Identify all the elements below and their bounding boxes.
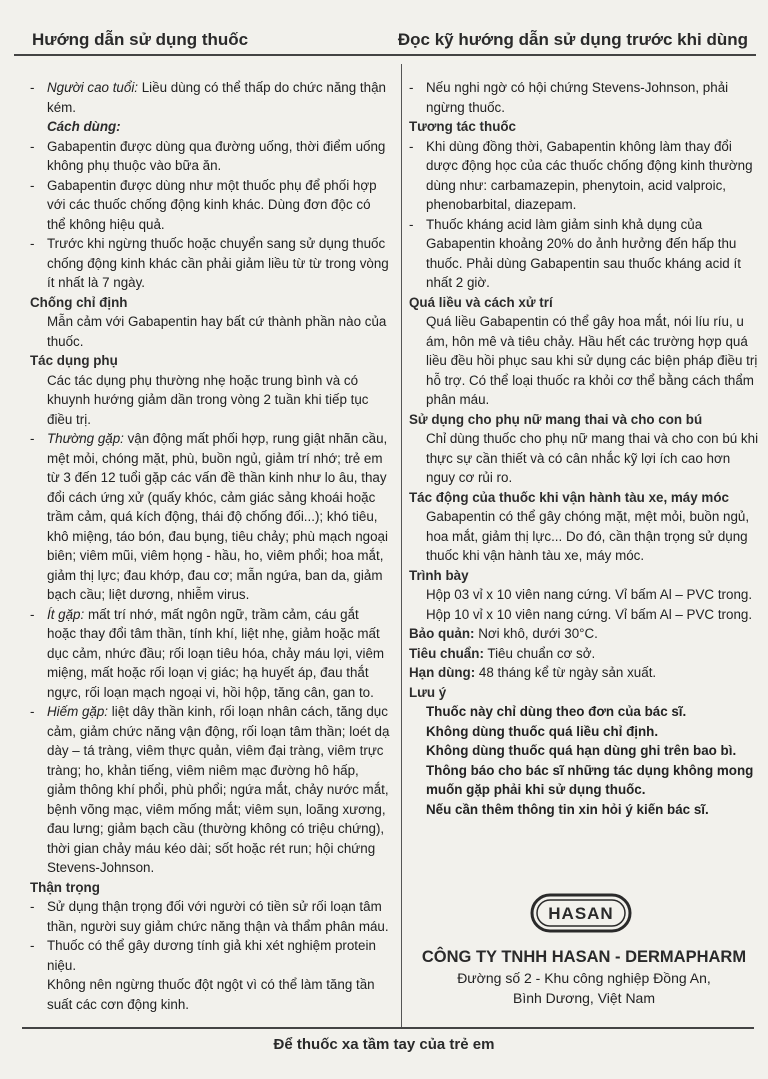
contraindication-text: Mẫn cảm với Gabapentin hay bất cứ thành phần nào của thuốc. <box>47 314 387 349</box>
common-effects-item: - Thường gặp: vận động mất phối hợp, rung giật nhãn cầu, mệt mỏi, chóng mặt, phù, buồn ngủ, giảm trí nhớ; trẻ em từ 3 đến 12 tuổi gặp các vấn đề thần kinh như lo âu, thay đổi cách ứng xử (quấy khóc, cảm giác sảng khoái hoặc trầm cảm, quá kích động, thái độ chống đối...); khó tiêu, khô miệng, táo bón, đau bụng, tiêu chảy; phù mạch ngoại biên; viêm mũi, viêm họng - hầu, ho, viêm phổi; hoa mắt, giảm thị lực; đau khớp, đau cơ; mẫn ngứa, ban da, giảm bạch cầu; liệt dương, nhiễm virus. <box>30 429 390 605</box>
right-column <box>409 78 759 819</box>
caution-note: Không nên ngừng thuốc đột ngột vì có thể làm tăng tần suất các cơn động kinh. <box>47 977 375 1012</box>
note-line: Nếu cần thêm thông tin xin hỏi ý kiến bác sĩ. <box>426 801 709 817</box>
elderly-item: - Người cao tuổi: Liều dùng có thể thấp do chức năng thận kém. <box>30 78 390 117</box>
overdose-heading: Quá liều và cách xử trí <box>409 294 553 310</box>
packaging-line: Hộp 10 vỉ x 10 viên nang cứng. Vỉ bấm Al – PVC trong. <box>426 606 753 622</box>
usage-item: - Gabapentin được dùng qua đường uống, thời điểm uống không phụ thuộc vào bữa ăn. <box>30 137 390 176</box>
interaction-heading: Tương tác thuốc <box>409 119 516 134</box>
side-effects-intro: Các tác dụng phụ thường nhẹ hoặc trung bình và có khuynh hướng giảm dần trong vòng 2 tuần khi tiếp tục điều trị. <box>47 372 369 427</box>
side-effects-heading: Tác dụng phụ <box>30 353 118 368</box>
company-block <box>409 946 759 1008</box>
notes-heading: Lưu ý <box>409 684 447 700</box>
note-line: Không dùng thuốc quá liều chỉ định. <box>426 723 659 739</box>
storage-line: Bảo quản: Nơi khô, dưới 30°C. <box>409 626 598 641</box>
packaging-line: Hộp 03 vỉ x 10 viên nang cứng. Vỉ bấm Al – PVC trong. <box>426 587 753 602</box>
note-line: Không dùng thuốc quá hạn dùng ghi trên bao bì. <box>426 743 737 758</box>
pregnancy-text: Chỉ dùng thuốc cho phụ nữ mang thai và cho con bú khi thực sự cần thiết và có cân nhắc kỹ lợi ích cao hơn nguy cơ rủi ro. <box>426 431 759 485</box>
caution-item: - Thuốc có thể gây dương tính giả khi xét nghiệm protein niệu. <box>30 936 390 975</box>
usage-heading: Cách dùng: <box>47 119 121 134</box>
overdose-text: Quá liều Gabapentin có thể gây hoa mắt, nói líu ríu, u ám, hôn mê và tiêu chảy. Hầu hết các trường hợp quá liều đều hồi phục sau khi sử dụng các biện pháp điều trị hỗ trợ. Có thể loại thuốc ra khỏi cơ thể bằng cách thẩm phân máu. <box>426 314 758 407</box>
footer-divider <box>22 1027 754 1029</box>
driving-heading: Tác động của thuốc khi vận hành tàu xe, máy móc <box>409 489 729 505</box>
interaction-item: - Khi dùng đồng thời, Gabapentin không làm thay đổi dược động học của các thuốc chống động kinh thường dùng như: carbamazepin, phenytoin, acid valproic, phenobarbital, diazepam. <box>409 137 759 215</box>
header-title-right: Đọc kỹ hướng dẫn sử dụng trước khi dùng <box>397 30 748 49</box>
company-address: Bình Dương, Việt Nam <box>512 990 656 1006</box>
company-address: Đường số 2 - Khu công nghiệp Đồng An, <box>457 970 711 986</box>
contraindication-heading: Chống chỉ định <box>30 294 128 310</box>
note-line: Thông báo cho bác sĩ những tác dụng không mong muốn gặp phải khi sử dụng thuốc. <box>426 762 754 797</box>
standard-line: Tiêu chuẩn: Tiêu chuẩn cơ sở. <box>409 645 596 661</box>
driving-text: Gabapentin có thể gây chóng mặt, mệt mỏi, buồn ngủ, hoa mắt, giảm thị lực... Do đó, cần thận trọng sử dụng thuốc khi vận hành tàu xe, máy móc. <box>426 509 750 563</box>
column-divider <box>401 64 402 1027</box>
note-line: Thuốc này chỉ dùng theo đơn của bác sĩ. <box>426 704 687 719</box>
hasan-logo-icon <box>530 893 632 933</box>
pregnancy-heading: Sử dụng cho phụ nữ mang thai và cho con bú <box>409 411 703 427</box>
stevens-johnson-item: - Nếu nghi ngờ có hội chứng Stevens-Johnson, phải ngừng thuốc. <box>409 78 759 117</box>
very-rare-effects-item: - Hiếm gặp: liệt dây thần kinh, rối loạn nhân cách, tăng dục cảm, giảm chức năng vận động, rối loạn tâm thần; loét dạ dày – tá tràng, viêm thực quản, viêm đại tràng, viêm trực tràng; ho, khản tiếng, viêm niêm mạc đường hô hấp, giảm thông khí phổi, phù phổi; ngứa mắt, chảy nước mắt, bệnh võng mạc, viêm mống mắt; viêm sụn, loãng xương, đau lưng; giảm bạch cầu (thường không có triệu chứng), thời gian chảy máu kéo dài; sốt hoặc rét run; hội chứng Stevens-Johnson. <box>30 702 390 878</box>
logo-text: HASAN <box>548 904 614 923</box>
caution-heading: Thận trọng <box>30 879 100 895</box>
expiry-line: Hạn dùng: 48 tháng kể từ ngày sản xuất. <box>409 665 657 680</box>
packaging-heading: Trình bày <box>409 567 469 583</box>
interaction-item: - Thuốc kháng acid làm giảm sinh khả dụng của Gabapentin khoảng 20% do ảnh hưởng đến hấp thu thuốc. Phải dùng Gabapentin sau thuốc kháng acid ít nhất 2 giờ. <box>409 215 759 293</box>
footer-warning: Để thuốc xa tầm tay của trẻ em <box>273 1036 495 1053</box>
header-title-left: Hướng dẫn sử dụng thuốc <box>32 30 249 49</box>
rare-effects-item: - Ít gặp: mất trí nhớ, mất ngôn ngữ, trầm cảm, cáu gắt hoặc thay đổi tâm thần, tính khí, liệt nhẹ, giảm hoặc mất dục cảm, nhức đầu; rối loạn tiêu hóa, chảy máu lợi, viêm miệng, mất hoặc rối loạn vị giác; hạ huyết áp, đau thắt ngực, rối loạn mạch ngoại vi, hồi hộp, tăng cân, gan to. <box>30 605 390 703</box>
company-name: CÔNG TY TNHH HASAN - DERMAPHARM <box>421 948 747 966</box>
left-column <box>30 78 390 1014</box>
hasan-logo <box>530 893 632 933</box>
usage-item: - Gabapentin được dùng như một thuốc phụ để phối hợp với các thuốc chống động kinh khác. Dùng đơn độc có thể không hiệu quả. <box>30 176 390 235</box>
usage-item: - Trước khi ngừng thuốc hoặc chuyển sang sử dụng thuốc chống động kinh khác cần phải giảm liều từ từ trong vòng ít nhất là 7 ngày. <box>30 234 390 293</box>
caution-item: - Sử dụng thận trọng đối với người có tiền sử rối loạn tâm thần, người suy giảm chức năng thận và thẩm phân máu. <box>30 897 390 936</box>
page-header <box>14 24 756 56</box>
